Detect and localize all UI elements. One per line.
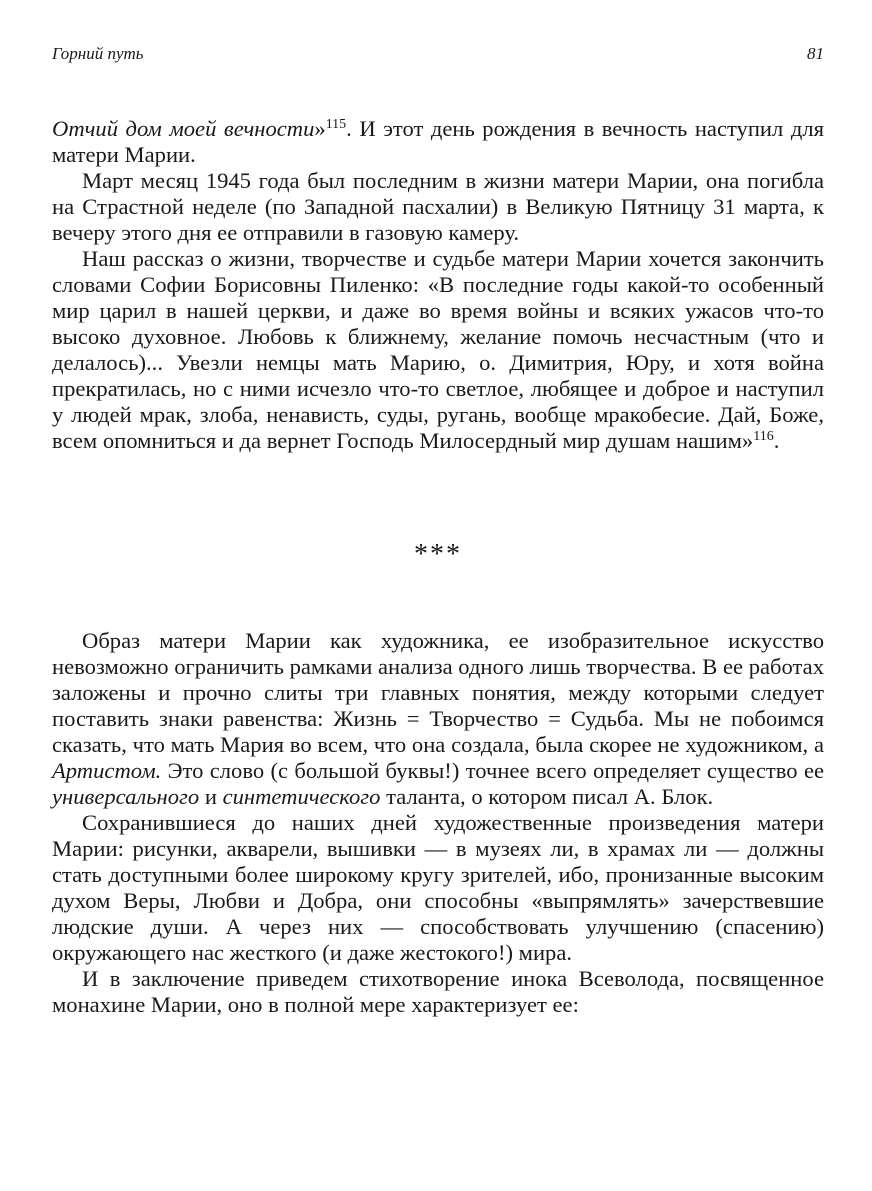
emphasis-universal: универсального: [52, 784, 200, 809]
page-number: 81: [807, 44, 824, 63]
book-page: [52, 44, 824, 1018]
running-title: Горний путь: [52, 44, 144, 63]
closing-quote: »: [314, 116, 326, 141]
footnote-ref-115: 115: [325, 117, 347, 132]
section-separator: ***: [414, 539, 462, 570]
paragraph-4-text-b: Это слово (с большой буквы!) точнее всего определяет существо ее: [161, 758, 824, 783]
paragraph-4: [52, 628, 824, 810]
paragraph-4-text-d: таланта, о котором писал А. Блок.: [380, 784, 714, 809]
emphasis-synthetic: синтетического: [222, 784, 381, 809]
section-one: [52, 116, 824, 454]
emphasis-artist: Артистом.: [52, 758, 162, 783]
paragraph-2: Март месяц 1945 года был последним в жизни матери Марии, она погибла на Страстной неделе (по Западной пасхалии) в Великую Пятницу 31 марта, к вечеру этого дня ее отправили в газовую камеру.: [52, 168, 824, 245]
running-head: [52, 44, 824, 70]
paragraph-1: [52, 116, 824, 168]
paragraph-1-text: . И этот день рождения в вечность наступил для матери Марии.: [52, 116, 824, 167]
paragraph-4-text-a: Образ матери Марии как художника, ее изобразительное искусство невозможно ограничить рамками анализа одного лишь творчества. В ее работах заложены и прочно слиты три главных понятия, между которыми следует поставить знаки равенства: Жизнь = Творчество = Судьба. Мы не побоимся сказать, что мать Мария во всем, что она создала, была скорее не художником, а: [52, 628, 824, 757]
footnote-ref-116: 116: [753, 429, 774, 444]
paragraph-3-text: Наш рассказ о жизни, творчестве и судьбе матери Марии хочется закончить словами Софии Борисовны Пиленко: «В последние годы какой-то особенный мир царил в нашей церкви, и даже во время войны и всяких ужасов что-то высоко духовное. Любовь к ближнему, желание помочь несчастным (что и делалось)... Увезли немцы мать Марию, о. Димитрия, Юру, и хотя война прекратилась, но с ними исчезло что-то светлое, любящее и доброе и наступил у людей мрак, злоба, ненависть, суды, ругань, вообще мракобесие. Дай, Боже, всем опомниться и да вернет Господь Милосердный мир душам нашим»: [52, 246, 824, 453]
paragraph-3-end: .: [773, 428, 780, 453]
paragraph-5: Сохранившиеся до наших дней художественные произведения матери Марии: рисунки, акварели, вышивки — в музеях ли, в храмах ли — должны стать доступными более широкому кругу зрителей, ибо, пронизанные высоким духом Веры, Любви и Добра, они способны «выпрямлять» зачерствевшие людские души. А через них — способствовать улучшению (спасению) окружающего нас жесткого (и даже жестокого!) мира.: [52, 810, 824, 965]
paragraph-6: И в заключение приведем стихотворение инока Всеволода, посвященное монахине Марии, оно в полной мере характеризует ее:: [52, 966, 824, 1017]
quote-fragment: Отчий дом моей вечности: [52, 116, 315, 141]
section-two: [52, 628, 824, 1018]
paragraph-4-text-c: и: [199, 784, 223, 809]
paragraph-3: [52, 246, 824, 454]
